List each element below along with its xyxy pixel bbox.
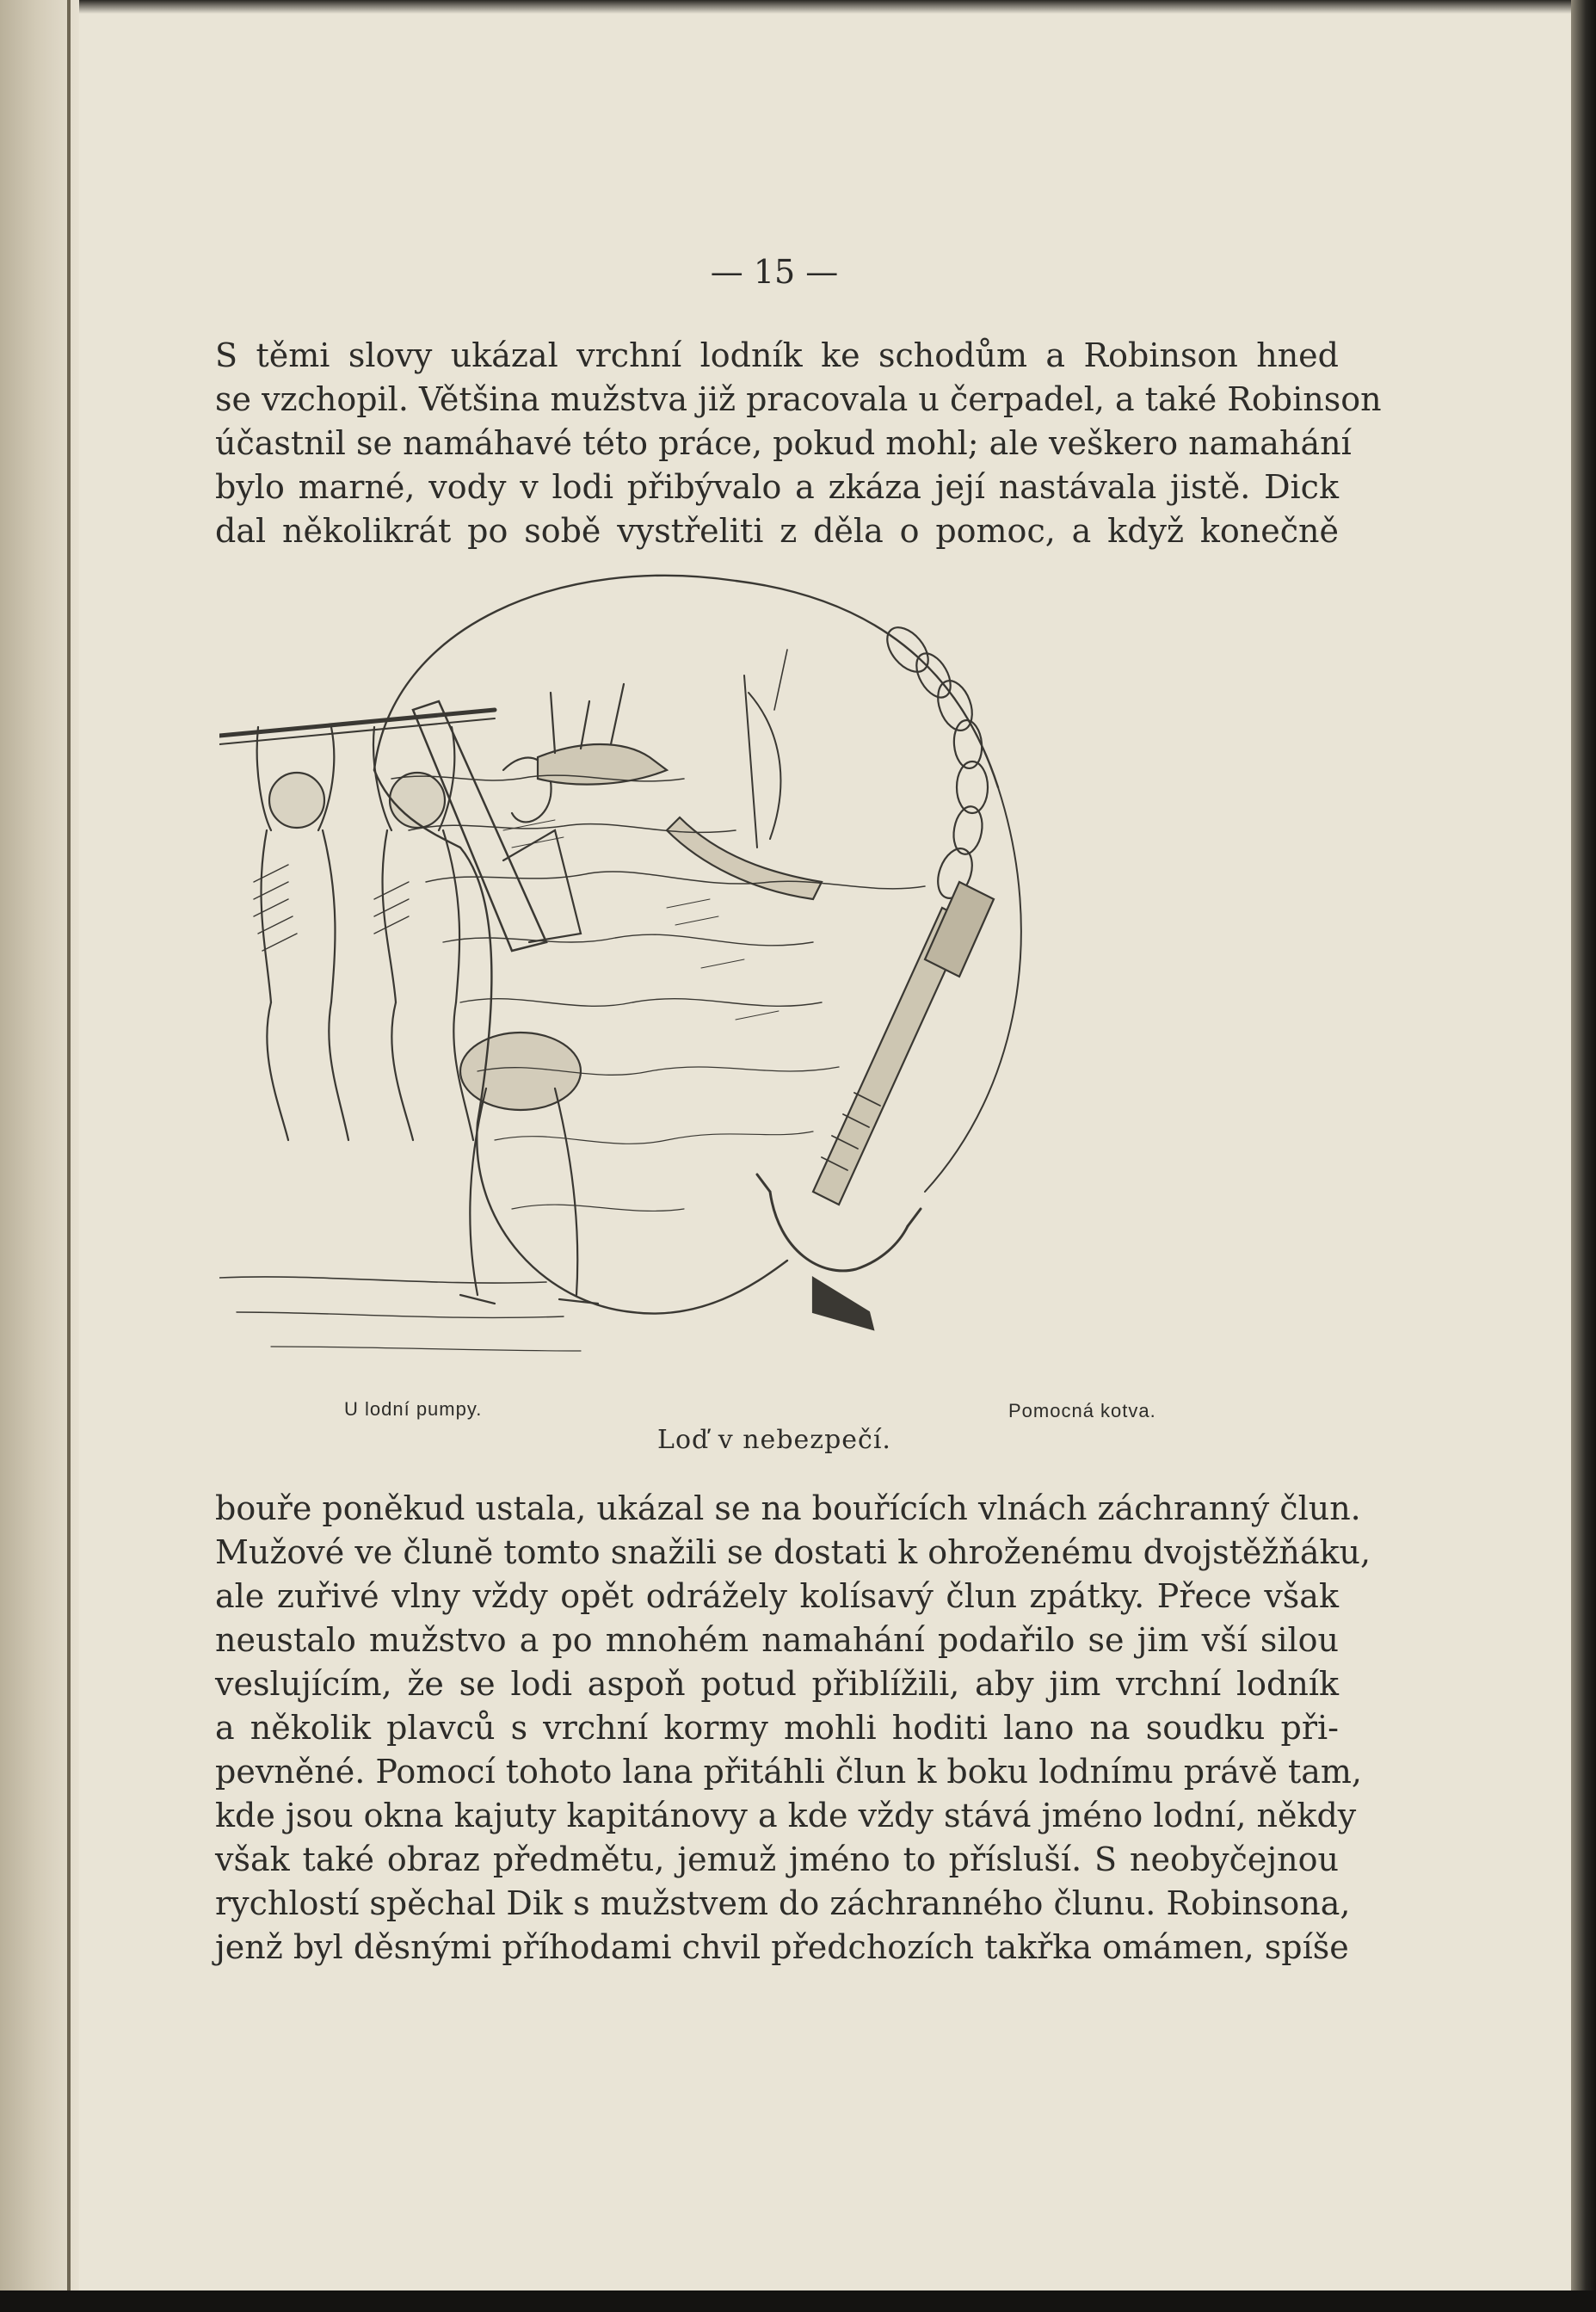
text-line: S těmi slovy ukázal vrchní lodník ke schodům a Robinson hned: [215, 336, 1339, 374]
text-line: ale zuřivé vlny vždy opět odrážely kolísavý člun zpátky. Přece však: [215, 1577, 1339, 1615]
gutter-line: [67, 0, 71, 2312]
text-line: kde jsou okna kajuty kapitánovy a kde vždy stává jméno lodní, někdy: [215, 1797, 1357, 1834]
text-line: rychlostí spěchal Dik s mužstvem do záchranného člunu. Robinsona,: [215, 1884, 1351, 1922]
text-line: neustalo mužstvo a po mnohém namahání podařilo se jim vší silou: [215, 1621, 1339, 1659]
pump-crew-scene: [219, 701, 598, 1351]
paragraph-top: [215, 334, 1382, 553]
caption-right: Pomocná kotva.: [1008, 1400, 1156, 1421]
text-line: a několik plavců s vrchní kormy mohli hoditi lano na soudku při-: [215, 1709, 1339, 1747]
text-line: pevněné. Pomocí tohoto lana přitáhli člun k boku lodnímu právě tam,: [215, 1753, 1363, 1791]
text-line: veslujícím, že se lodi aspoň potud přiblížili, aby jim vrchní lodník: [215, 1665, 1339, 1703]
caption-left: U lodní pumpy.: [344, 1398, 483, 1420]
text-line: účastnil se namáhavé této práce, pokud mohl; ale veškero namahání: [215, 424, 1352, 462]
page-bottom-edge: [0, 2290, 1596, 2312]
page-top-edge: [0, 0, 1596, 14]
anchor-and-chain: [757, 620, 994, 1329]
text-line: se vzchopil. Většina mužstva již pracovala u čerpadel, a také Robinson: [215, 380, 1382, 418]
engraving-illustration: [219, 572, 1351, 1415]
text-line: dal několikrát po sobě vystřeliti z děla o pomoc, a když konečně: [215, 512, 1339, 550]
text-line: jenž byl děsnými příhodami chvil předchozích takřka omámen, spíše: [215, 1928, 1349, 1966]
text-line: Mužové ve člunĕ tomto snažili se dostati k ohroženému dvojstěžňáku,: [215, 1533, 1371, 1571]
text-line: bouře poněkud ustala, ukázal se na bouřících vlnách záchranný člun.: [215, 1489, 1361, 1527]
paragraph-bottom: [215, 1487, 1371, 1970]
figure-caption: Loď v nebezpečí.: [657, 1425, 891, 1455]
page-right-edge: [1571, 0, 1596, 2312]
page-number: — 15 —: [710, 253, 839, 291]
text-line: však také obraz předmětu, jemuž jméno to přísluší. S neobyčejnou: [215, 1840, 1339, 1878]
text-line: bylo marné, vody v lodi přibývalo a zkáza její nastávala jistě. Dick: [215, 468, 1339, 506]
